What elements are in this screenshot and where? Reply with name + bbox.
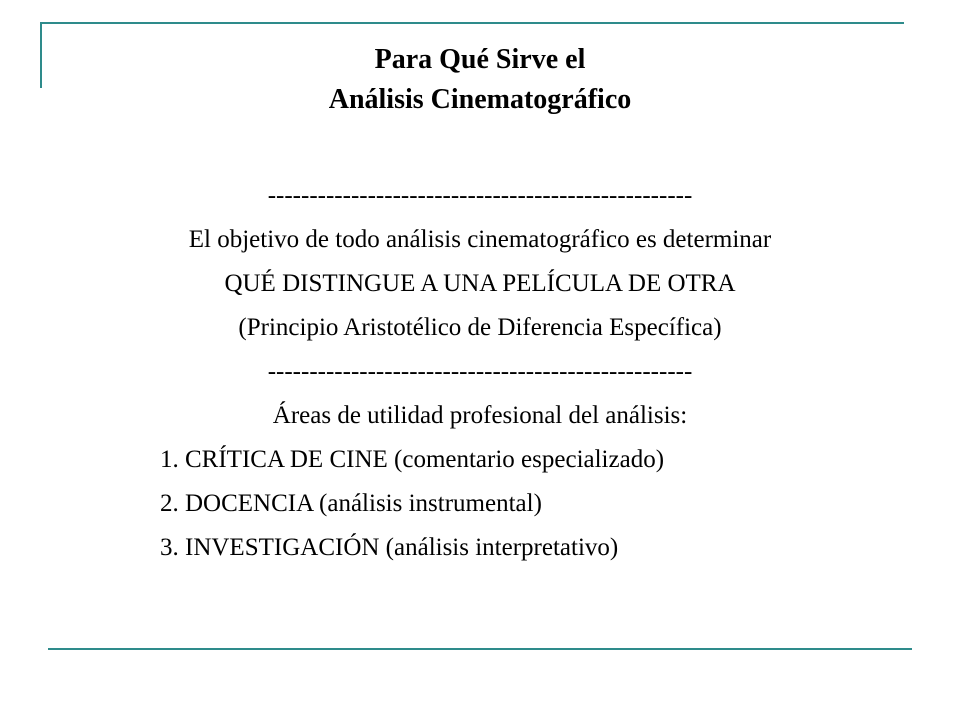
objective-text: El objetivo de todo análisis cinematográfico es determinar — [188, 226, 772, 253]
area-item-investigacion: 3. INVESTIGACIÓN (análisis interpretativo) — [160, 534, 619, 561]
area-item-docencia: 2. DOCENCIA (análisis instrumental) — [160, 490, 542, 517]
frame-top-rule — [40, 22, 904, 24]
area-item-critica: 1. CRÍTICA DE CINE (comentario especializado) — [160, 446, 665, 473]
principle-text: (Principio Aristotélico de Diferencia Específica) — [238, 314, 722, 341]
slide-title — [0, 40, 960, 120]
areas-heading: Áreas de utilidad profesional del análisis: — [272, 402, 688, 429]
frame-bottom-rule — [48, 648, 912, 650]
divider-bottom: --------------------------------------------------- — [267, 358, 693, 385]
divider-top: --------------------------------------------------- — [267, 182, 693, 209]
title-line-1: Para Qué Sirve el — [374, 44, 586, 75]
emphasis-text: QUÉ DISTINGUE A UNA PELÍCULA DE OTRA — [224, 270, 736, 297]
title-line-2: Análisis Cinematográfico — [328, 84, 632, 115]
slide-body — [0, 174, 960, 570]
